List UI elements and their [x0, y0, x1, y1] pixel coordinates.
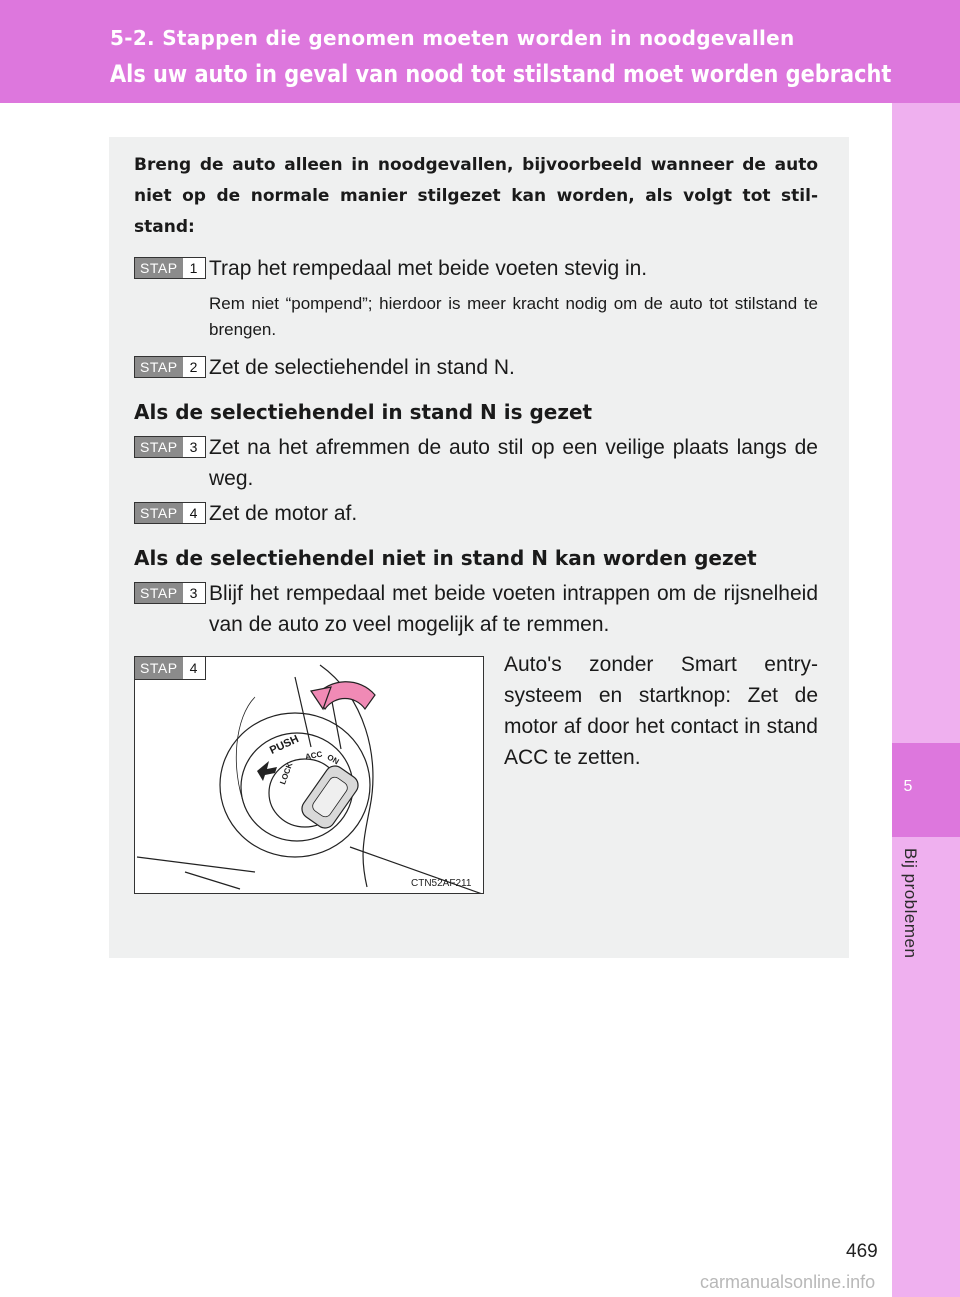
page-title: Als uw auto in geval van nood tot stilstand moet worden gebracht — [110, 60, 892, 88]
step-badge-label: STAP — [135, 583, 183, 603]
step-text: Zet de motor af. — [209, 502, 358, 525]
step-text: Blijf het rempedaal met beide voeten intrappen om de rijsnelheid van de auto zo veel mogelijk af te remmen. — [209, 582, 818, 636]
step-text: Trap het rempedaal met beide voeten stevig in. — [209, 257, 648, 280]
section-heading-n: Als de selectiehendel in stand N is gezet — [134, 400, 593, 424]
step-badge — [134, 582, 206, 604]
chapter-side-tab — [892, 103, 960, 1297]
step-badge — [134, 356, 206, 378]
figure-caption: Auto's zonder Smart entrysysteem en startknop: Zet de motor af door het contact in stand ACC te zetten. — [504, 653, 818, 769]
step-badge — [134, 436, 206, 458]
page-number: 469 — [846, 1241, 878, 1262]
step-3-n — [134, 432, 818, 494]
chapter-number: 5 — [903, 778, 913, 795]
intro-paragraph: Breng de auto alleen in noodgevallen, bijvoorbeeld wanneer de auto niet op de normale manier stilgezet kan worden, als volgt tot stilstand: — [134, 155, 818, 237]
ignition-switch-illustration — [135, 657, 484, 894]
step-badge-number: 4 — [189, 505, 198, 521]
switch-label-on: ON — [325, 752, 341, 767]
step-1 — [134, 253, 818, 284]
step-badge — [134, 257, 206, 279]
step-badge — [135, 657, 206, 680]
step-text: Zet de selectiehendel in stand N. — [209, 356, 515, 379]
step-badge-number: 3 — [189, 585, 198, 601]
step-badge-label: STAP — [135, 657, 183, 679]
watermark: carmanualsonline.info — [700, 1272, 876, 1292]
section-heading-not-n: Als de selectiehendel niet in stand N kan worden gezet — [134, 546, 757, 570]
page-header — [0, 0, 960, 103]
step-1-note: Rem niet “pompend”; hierdoor is meer kracht nodig om de auto tot stilstand te brengen. — [209, 294, 818, 339]
step-badge-number: 1 — [189, 260, 198, 276]
step-badge-label: STAP — [135, 357, 183, 377]
step-badge-label: STAP — [135, 258, 183, 278]
step-3-not-n — [134, 578, 818, 640]
ignition-figure — [134, 656, 484, 894]
switch-label-push: PUSH — [267, 733, 301, 757]
step-badge-number: 4 — [189, 660, 198, 676]
step-badge — [134, 502, 206, 524]
step-badge-number: 3 — [189, 439, 198, 455]
switch-label-acc: ACC — [304, 749, 323, 762]
figure-code: CTN52AF211 — [411, 878, 472, 889]
section-title: 5-2. Stappen die genomen moeten worden in noodgevallen — [110, 26, 795, 50]
step-text: Zet na het afremmen de auto stil op een veilige plaats langs de weg. — [209, 436, 818, 490]
step-badge-number: 2 — [189, 359, 198, 375]
step-2 — [134, 352, 818, 383]
switch-label-lock: LOCK — [278, 761, 295, 786]
step-badge-label: STAP — [135, 503, 183, 523]
step-4-n — [134, 498, 818, 529]
chapter-label: Bij problemen — [901, 848, 920, 959]
step-badge-label: STAP — [135, 437, 183, 457]
